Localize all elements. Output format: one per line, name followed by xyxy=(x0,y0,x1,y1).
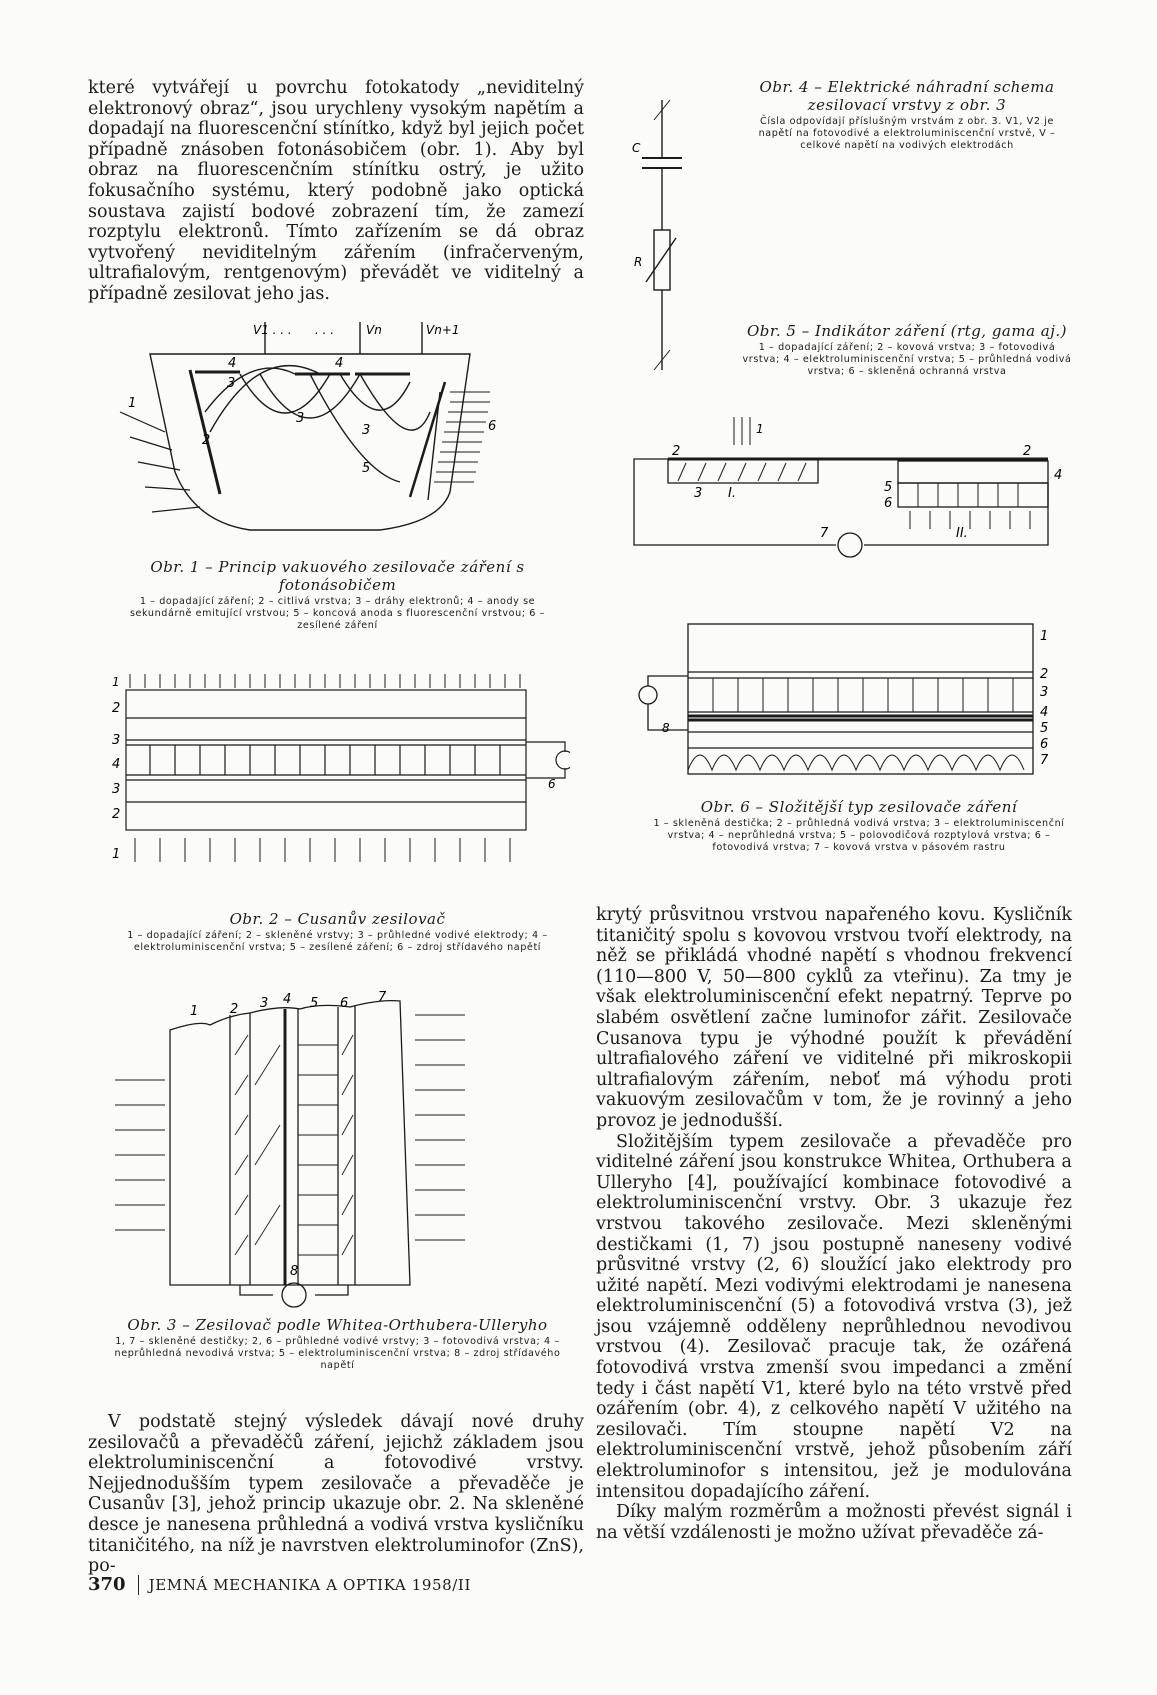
fig1-label-3b: 3 xyxy=(296,411,305,426)
left-bottom-paragraph: V podstatě stejný výsledek dávají nové druhy zesilovačů a převaděčů záření, jejichž základem jsou elektroluminiscenční a fotovodivé vrstvy. Nejjednodušším typem zesilovače a převaděče je Cusanův [3], jehož princip ukazuje obr. 2. Na skleněné desce je nanesena průhledná a vodivá vrstva kysličníku titaničitého, na níž je navrstven elektroluminofor (ZnS), po- xyxy=(88,1412,584,1577)
fig6-label-5: 5 xyxy=(1040,721,1049,736)
figure-3-title: Obr. 3 – Zesilovač podle Whitea-Orthubera-Ulleryho xyxy=(127,1316,548,1334)
fig1-label-vn1: Vn+1 xyxy=(426,323,460,337)
fig5-label-i: I. xyxy=(728,486,736,501)
fig3-label-1: 1 xyxy=(190,1004,199,1019)
figure-3-caption xyxy=(110,1316,565,1372)
fig3-label-8: 8 xyxy=(290,1264,299,1279)
figure-2-diagram xyxy=(110,672,570,894)
right-paragraph-1: krytý průsvitnou vrstvou napařeného kovu. Kysličník titaničitý spolu s kovovou vrstvou tvoří elektrody, na něž se přikládá vhodné napětí s vhodnou frekvencí (110—800 V, 50—800 cyklů za vteřinu). Za tmy je však elektroluminiscenční efekt nepatrný. Teprve po slabém osvětlení začne luminofor zářit. Zesilovače Cusanova typu je výhodné použít k převádění ultrafialového záření ve viditelné při mikroskopii ultrafialovým zářením, neboť má výhodu proti vakuovým zesilovačům v tom, že je rovinný a jeho provoz je jednodušší. xyxy=(596,905,1072,1131)
figure-4-legend: Čísla odpovídají příslušným vrstvám z obr. 3. V1, V2 je napětí na fotovodivé a elektroluminiscenční vrstvě, V – celkové napětí na vodivých elektrodách xyxy=(758,116,1056,151)
fig4-label-r: R xyxy=(634,255,643,269)
figure-1-diagram xyxy=(110,322,590,544)
figure-3-diagram xyxy=(110,985,520,1311)
figure-2-caption xyxy=(110,910,565,954)
page-footer xyxy=(88,1574,471,1595)
figure-1-caption xyxy=(110,558,565,632)
figure-6-diagram xyxy=(638,620,1058,780)
right-paragraph-3: Díky malým rozměrům a možnosti převést signál i na větší vzdálenosti je možno užívat převaděče zá- xyxy=(596,1502,1072,1543)
fig3-label-6: 6 xyxy=(340,996,349,1011)
fig3-label-4: 4 xyxy=(283,992,292,1007)
figure-6-caption xyxy=(650,798,1068,854)
page-number: 370 xyxy=(88,1574,126,1595)
fig5-label-ii: II. xyxy=(956,526,968,541)
fig2-label-6: 6 xyxy=(548,777,556,791)
fig3-label-7: 7 xyxy=(378,990,387,1005)
fig5-label-5: 5 xyxy=(884,480,893,495)
fig1-label-2: 2 xyxy=(202,433,211,448)
fig6-label-1: 1 xyxy=(1040,629,1049,644)
fig3-label-5: 5 xyxy=(310,996,319,1011)
figure-4-title: Obr. 4 – Elektrické náhradní schema zesilovací vrstvy z obr. 3 xyxy=(759,78,1055,114)
figure-5-caption xyxy=(742,322,1072,378)
fig1-label-1: 1 xyxy=(128,396,137,411)
fig2-label-2b: 2 xyxy=(112,807,121,822)
fig5-label-2a: 2 xyxy=(672,444,681,459)
figure-1-title: Obr. 1 – Princip vakuového zesilovače záření s fotonásobičem xyxy=(150,558,525,594)
fig6-label-2: 2 xyxy=(1040,667,1049,682)
right-column-text xyxy=(596,905,1072,1543)
fig5-label-6: 6 xyxy=(884,496,893,511)
figure-5-legend: 1 – dopadající záření; 2 – kovová vrstva; 3 – fotovodivá vrstva; 4 – elektroluminiscenční vrstva; 5 – průhledná vodivá vrstva; 6 – skleněná ochranná vrstva xyxy=(742,342,1072,377)
fig2-label-4: 4 xyxy=(112,757,121,772)
fig1-label-3a: 3 xyxy=(227,376,236,391)
footer-separator xyxy=(138,1575,139,1595)
figure-6-title: Obr. 6 – Složitější typ zesilovače záření xyxy=(700,798,1018,816)
fig1-label-3c: 3 xyxy=(362,423,371,438)
fig1-label-5: 5 xyxy=(362,461,371,476)
fig1-label-4a: 4 xyxy=(228,356,237,371)
fig3-label-3: 3 xyxy=(260,996,269,1011)
right-paragraph-2: Složitějším typem zesilovače a převaděče pro viditelné záření jsou konstrukce Whitea, Orthubera a Ulleryho [4], používající kombinace fotovodivé a elektroluminiscenční vrstvy. Obr. 3 ukazuje řez vrstvou takového zesilovače. Mezi skleněnými destičkami (1, 7) jsou postupně naneseny vodivé průsvitné vrstvy (2, 6) sloužící jako elektrody pro užité napětí. Mezi vodivými elektrodami je nanesena elektroluminiscenční (5) a fotovodivá vrstva (3), jež jsou vzájemně odděleny neprůhlednou nevodivou vrstvou (4). Zesilovač pracuje tak, že ozářená fotovodivá vrstva zmenší svou impedanci a změní tedy i část napětí V1, které bylo na této vrstvě před ozářením (obr. 4), z celkového napětí V užitého na zesilovači. Tím stoupne napětí V2 na elektroluminiscenční vrstvě, jehož působením září elektroluminofor s intensitou, jež je modulována intensitou dopadajícího záření. xyxy=(596,1131,1072,1502)
left-top-paragraph: které vytvářejí u povrchu fotokatody „neviditelný elektronový obraz“, jsou urychleny vysokým napětím a dopadají na fluorescenční stínítko, když byl jejich počet případně znásoben fotonásobičem (obr. 1). Aby byl obraz na fluorescenčním stínítku ostrý, je užito fokusačního systému, který podobně jako optická soustava zajistí bodové zobrazení tím, že zamezí rozptylu elektronů. Tímto zařízením se dá obraz vytvořený neviditelným zářením (infračerveným, ultrafialovým, rentgenovým) převádět ve viditelný a případně zesilovat jeho jas. xyxy=(88,78,584,304)
fig1-label-dots: . . . xyxy=(315,323,335,337)
fig4-label-c: C xyxy=(632,141,641,155)
journal-name: JEMNÁ MECHANIKA A OPTIKA 1958/II xyxy=(148,1575,471,1594)
figure-2-title: Obr. 2 – Cusanův zesilovač xyxy=(229,910,446,928)
fig2-label-bottom-1: 1 xyxy=(112,847,121,862)
fig2-label-3b: 3 xyxy=(112,782,121,797)
figure-1-legend: 1 – dopadající záření; 2 – citlivá vrstva; 3 – dráhy elektronů; 4 – anody se sekundárně emitující vrstvou; 5 – koncová anoda s fluorescenční vrstvou; 6 – zesílené záření xyxy=(129,596,546,631)
fig2-label-3a: 3 xyxy=(112,733,121,748)
fig2-label-2a: 2 xyxy=(112,701,121,716)
fig3-label-2: 2 xyxy=(230,1002,239,1017)
figure-6-legend: 1 – skleněná destička; 2 – průhledná vodivá vrstva; 3 – elektroluminiscenční vrstva; 4 – neprůhledná vrstva; 5 – polovodičová rozptylová vrstva; 6 – fotovodivá vrstva; 7 – kovová vrstva v pásovém rastru xyxy=(653,818,1065,853)
fig6-label-3: 3 xyxy=(1040,685,1049,700)
figure-4-diagram xyxy=(632,90,712,380)
fig6-label-6: 6 xyxy=(1040,737,1049,752)
fig5-label-2b: 2 xyxy=(1023,444,1032,459)
fig1-label-v1: V1 . . . xyxy=(253,323,292,337)
figure-3-legend: 1, 7 – skleněné destičky; 2, 6 – průhledné vodivé vrstvy; 3 – fotovodivá vrstva; 4 – neprůhledná nevodivá vrstva; 5 – elektroluminiscenční vrstva; 8 – zdroj střídavého napětí xyxy=(114,1336,561,1371)
fig1-label-6: 6 xyxy=(488,419,497,434)
figure-5-title: Obr. 5 – Indikátor záření (rtg, gama aj.) xyxy=(746,322,1068,340)
fig5-label-3: 3 xyxy=(694,486,703,501)
fig2-label-top-1: 1 xyxy=(112,675,120,689)
fig6-label-8: 8 xyxy=(662,721,670,735)
fig1-label-vn: Vn xyxy=(366,323,382,337)
figure-4-caption xyxy=(742,78,1072,152)
fig6-label-4: 4 xyxy=(1040,705,1049,720)
figure-5-diagram xyxy=(628,415,1068,565)
fig5-label-1: 1 xyxy=(756,422,764,436)
figure-2-legend: 1 – dopadající záření; 2 – skleněné vrstvy; 3 – průhledné vodivé elektrody; 4 – elektroluminiscenční vrstva; 5 – zesílené záření; 6 – zdroj střídavého napětí xyxy=(127,930,548,953)
fig1-label-4b: 4 xyxy=(335,356,344,371)
fig5-label-4: 4 xyxy=(1054,468,1063,483)
fig6-label-7: 7 xyxy=(1040,753,1049,768)
fig5-label-7: 7 xyxy=(820,526,829,541)
